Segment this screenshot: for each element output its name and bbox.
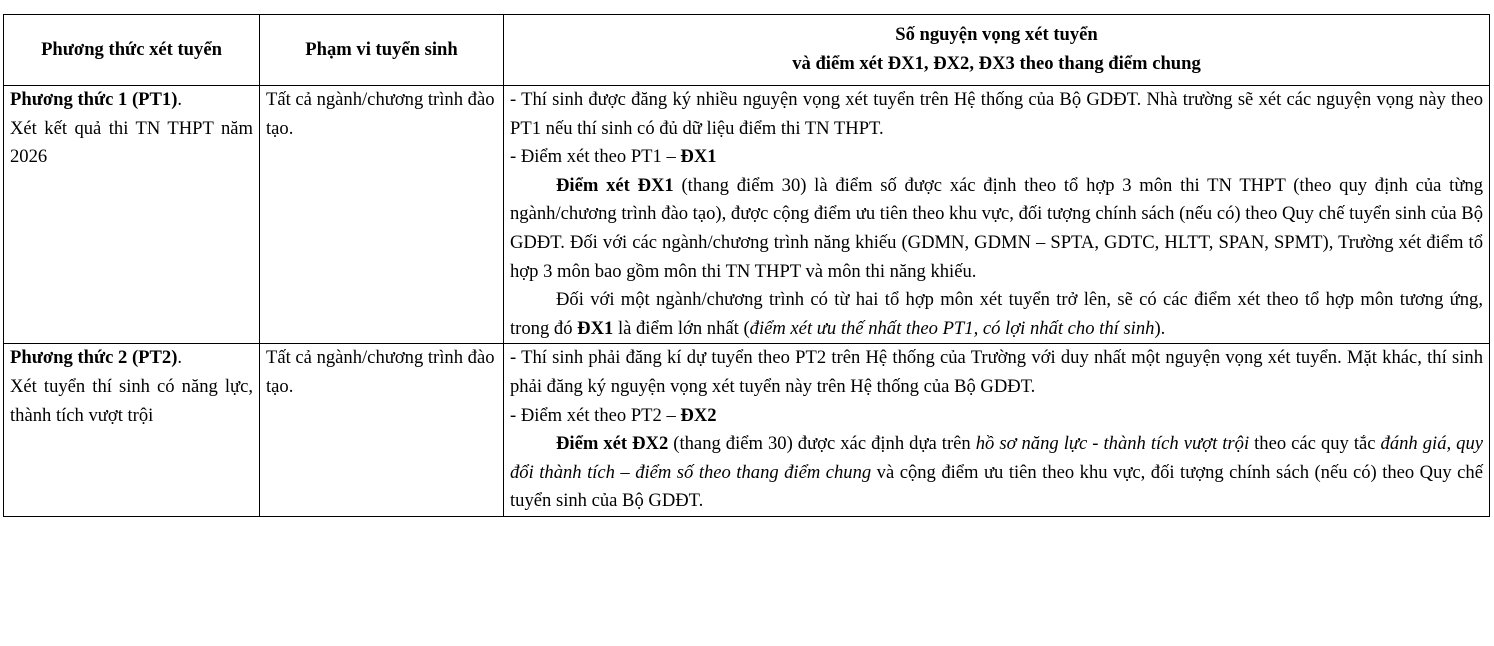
header-score-line1: Số nguyện vọng xét tuyển [895,24,1098,46]
score-p2-bold: ĐX1 [680,146,717,168]
score-p2-prefix: - Điểm xét theo PT2 – [510,404,681,426]
header-scope [260,15,504,86]
score-p3-text1: (thang điểm 30) được xác định dựa trên [668,433,976,455]
score-p2-bold: ĐX2 [680,404,717,426]
score-p3-text: (thang điểm 30) là điểm số được xác định theo tổ hợp 3 môn thi TN THPT (theo quy định của từng ngành/chương trình đào tạo), được cộng điểm ưu tiên theo khu vực, đối tượng chính sách (nếu có) theo Quy chế tuyển sinh của Bộ GDĐT. Đối với các ngành/chương trình năng khiếu (GDMN, GDMN – SPTA, GDTC, HLTT, SPAN, SPMT), Trường xét điểm tổ hợp 3 môn bao gồm môn thi TN THPT và môn thi năng khiếu. [510,174,1483,282]
scope-text: Tất cả ngành/chương trình đào tạo. [266,89,495,139]
score-paragraph-2 [510,143,1483,172]
score-paragraph-1: - Thí sinh được đăng ký nhiều nguyện vọng xét tuyển trên Hệ thống của Bộ GDĐT. Nhà trường sẽ xét các nguyện vọng này theo PT1 nếu thí sinh có đủ dữ liệu điểm thi TN THPT. [510,89,1483,139]
method-text [10,344,253,430]
method-description: Xét kết quả thi TN THPT năm 2026 [10,117,253,168]
score-paragraph-3 [510,430,1483,516]
score-paragraph-4 [510,286,1483,343]
method-title-suffix: . [177,89,183,110]
score-p3-bold: Điểm xét ĐX1 [556,174,674,196]
method-cell [4,344,260,517]
method-cell [4,86,260,344]
score-p3-text2: theo các quy tắc [1249,433,1381,455]
score-p2-prefix: - Điểm xét theo PT1 – [510,146,681,168]
admission-methods-table [3,14,1490,517]
score-paragraph-1: - Thí sinh phải đăng kí dự tuyển theo PT2 trên Hệ thống của Trường với duy nhất một nguyện vọng xét tuyển. Mặt khác, thí sinh phải đăng ký nguyện vọng xét tuyển này trên Hệ thống của Bộ GDĐT. [510,347,1483,397]
score-paragraph-3 [510,172,1483,286]
admission-table-wrapper [3,14,1490,517]
header-method-label: Phương thức xét tuyển [41,38,222,60]
header-score [504,15,1490,86]
score-cell [504,86,1490,344]
header-score-line2: và điểm xét ĐX1, ĐX2, ĐX3 theo thang điểm chung [792,53,1201,74]
method-text [10,86,253,172]
score-p3-text3: và cộng điểm ưu tiên theo khu vực, đối tượng chính sách (nếu có) theo Quy chế tuyển sinh của Bộ GDĐT. [510,461,1483,512]
method-title: Phương thức 2 (PT2) [10,347,178,369]
table-row [4,344,1490,517]
method-description: Xét tuyển thí sinh có năng lực, thành tích vượt trội [10,375,253,426]
scope-text: Tất cả ngành/chương trình đào tạo. [266,347,495,397]
header-scope-label: Phạm vi tuyển sinh [305,38,458,60]
table-row [4,86,1490,344]
header-method [4,15,260,86]
method-title: Phương thức 1 (PT1) [10,89,178,110]
method-title-suffix: . [177,347,183,369]
score-p4-text1: Đối với một ngành/chương trình có từ hai tổ hợp môn xét tuyển trở lên, sẽ có các điểm xét theo tổ hợp môn tương ứng, trong đó [510,289,1483,339]
score-paragraph-2 [510,402,1483,431]
score-p3-italic1: hồ sơ năng lực - thành tích vượt trội [975,433,1250,455]
table-header-row [4,15,1490,86]
score-p3-bold: Điểm xét ĐX2 [556,433,669,455]
score-p4-italic: điểm xét ưu thế nhất theo PT1, có lợi nhất cho thí sinh [749,317,1155,339]
score-cell [504,344,1490,517]
scope-cell [260,344,504,517]
scope-cell [260,86,504,344]
score-p3-italic2: đánh giá, quy đổi thành tích – điểm số theo thang điểm chung [510,433,1484,483]
score-p4-text2: là điểm lớn nhất ( [613,317,750,339]
score-p4-text3: ). [1154,317,1166,339]
score-p4-bold: ĐX1 [577,317,614,339]
